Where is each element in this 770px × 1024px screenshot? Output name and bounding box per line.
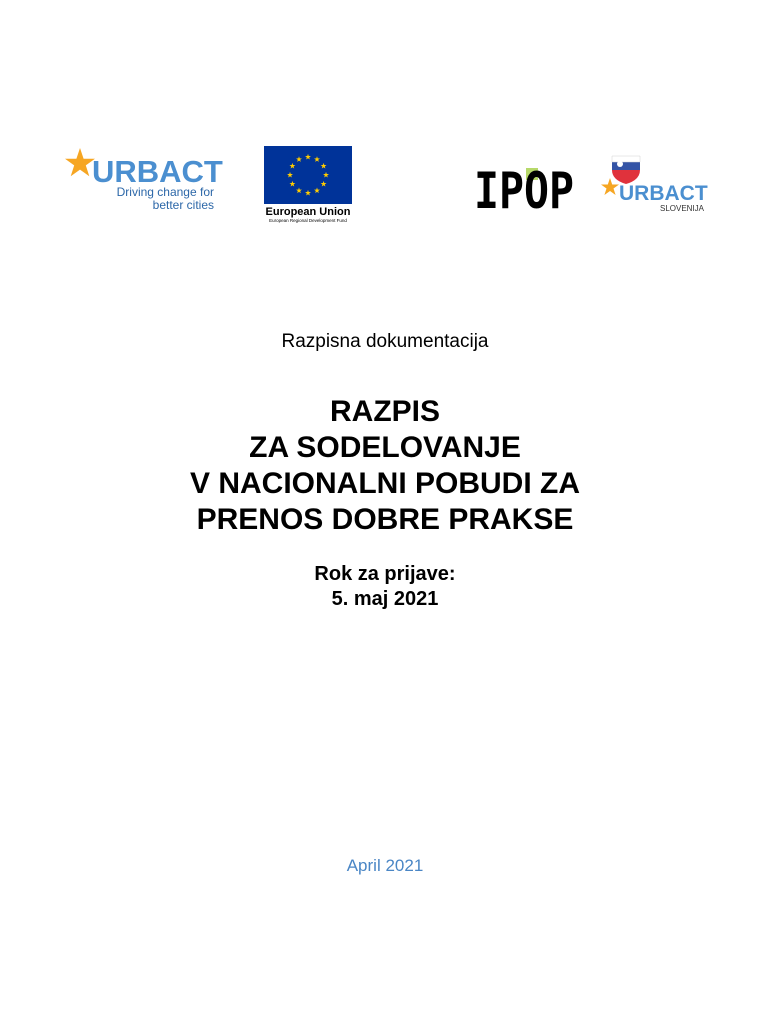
document-date: April 2021: [346, 856, 424, 875]
eu-subcaption: European Regional Development Fund: [269, 218, 347, 223]
urbact-slovenia-logo: [600, 150, 708, 214]
document-subtitle: Razpisna dokumentacija: [281, 331, 489, 352]
title-line-2: ZA SODELOVANJE: [249, 431, 521, 464]
urbact-wordmark: URBACT: [92, 154, 223, 189]
title-line-1: RAZPIS: [329, 395, 440, 428]
slovenia-flag-icon: [612, 156, 640, 184]
urbact-slovenia-star-icon: [601, 178, 619, 195]
urbact-slovenia-country: SLOVENIJA: [659, 204, 704, 213]
ipop-logo: [472, 162, 576, 220]
title-line-3: V NACIONALNI POBUDI ZA: [190, 467, 580, 500]
urbact-logo: [64, 146, 226, 212]
title-line-4: PRENOS DOBRE PRAKSE: [196, 503, 574, 536]
urbact-star-icon: [65, 148, 95, 176]
application-deadline: [0, 562, 770, 612]
eu-caption: European Union: [265, 206, 351, 218]
document-title: [0, 394, 770, 538]
ipop-wordmark: IPOP: [474, 162, 574, 220]
deadline-date: 5. maj 2021: [331, 588, 439, 610]
eu-logo: [262, 146, 356, 224]
urbact-tagline-line-2: better cities: [152, 198, 214, 212]
urbact-slovenia-wordmark: URBACT: [619, 182, 708, 205]
deadline-label: Rok za prijave:: [314, 563, 456, 585]
urbact-tagline-line-1: Driving change for: [116, 185, 214, 199]
